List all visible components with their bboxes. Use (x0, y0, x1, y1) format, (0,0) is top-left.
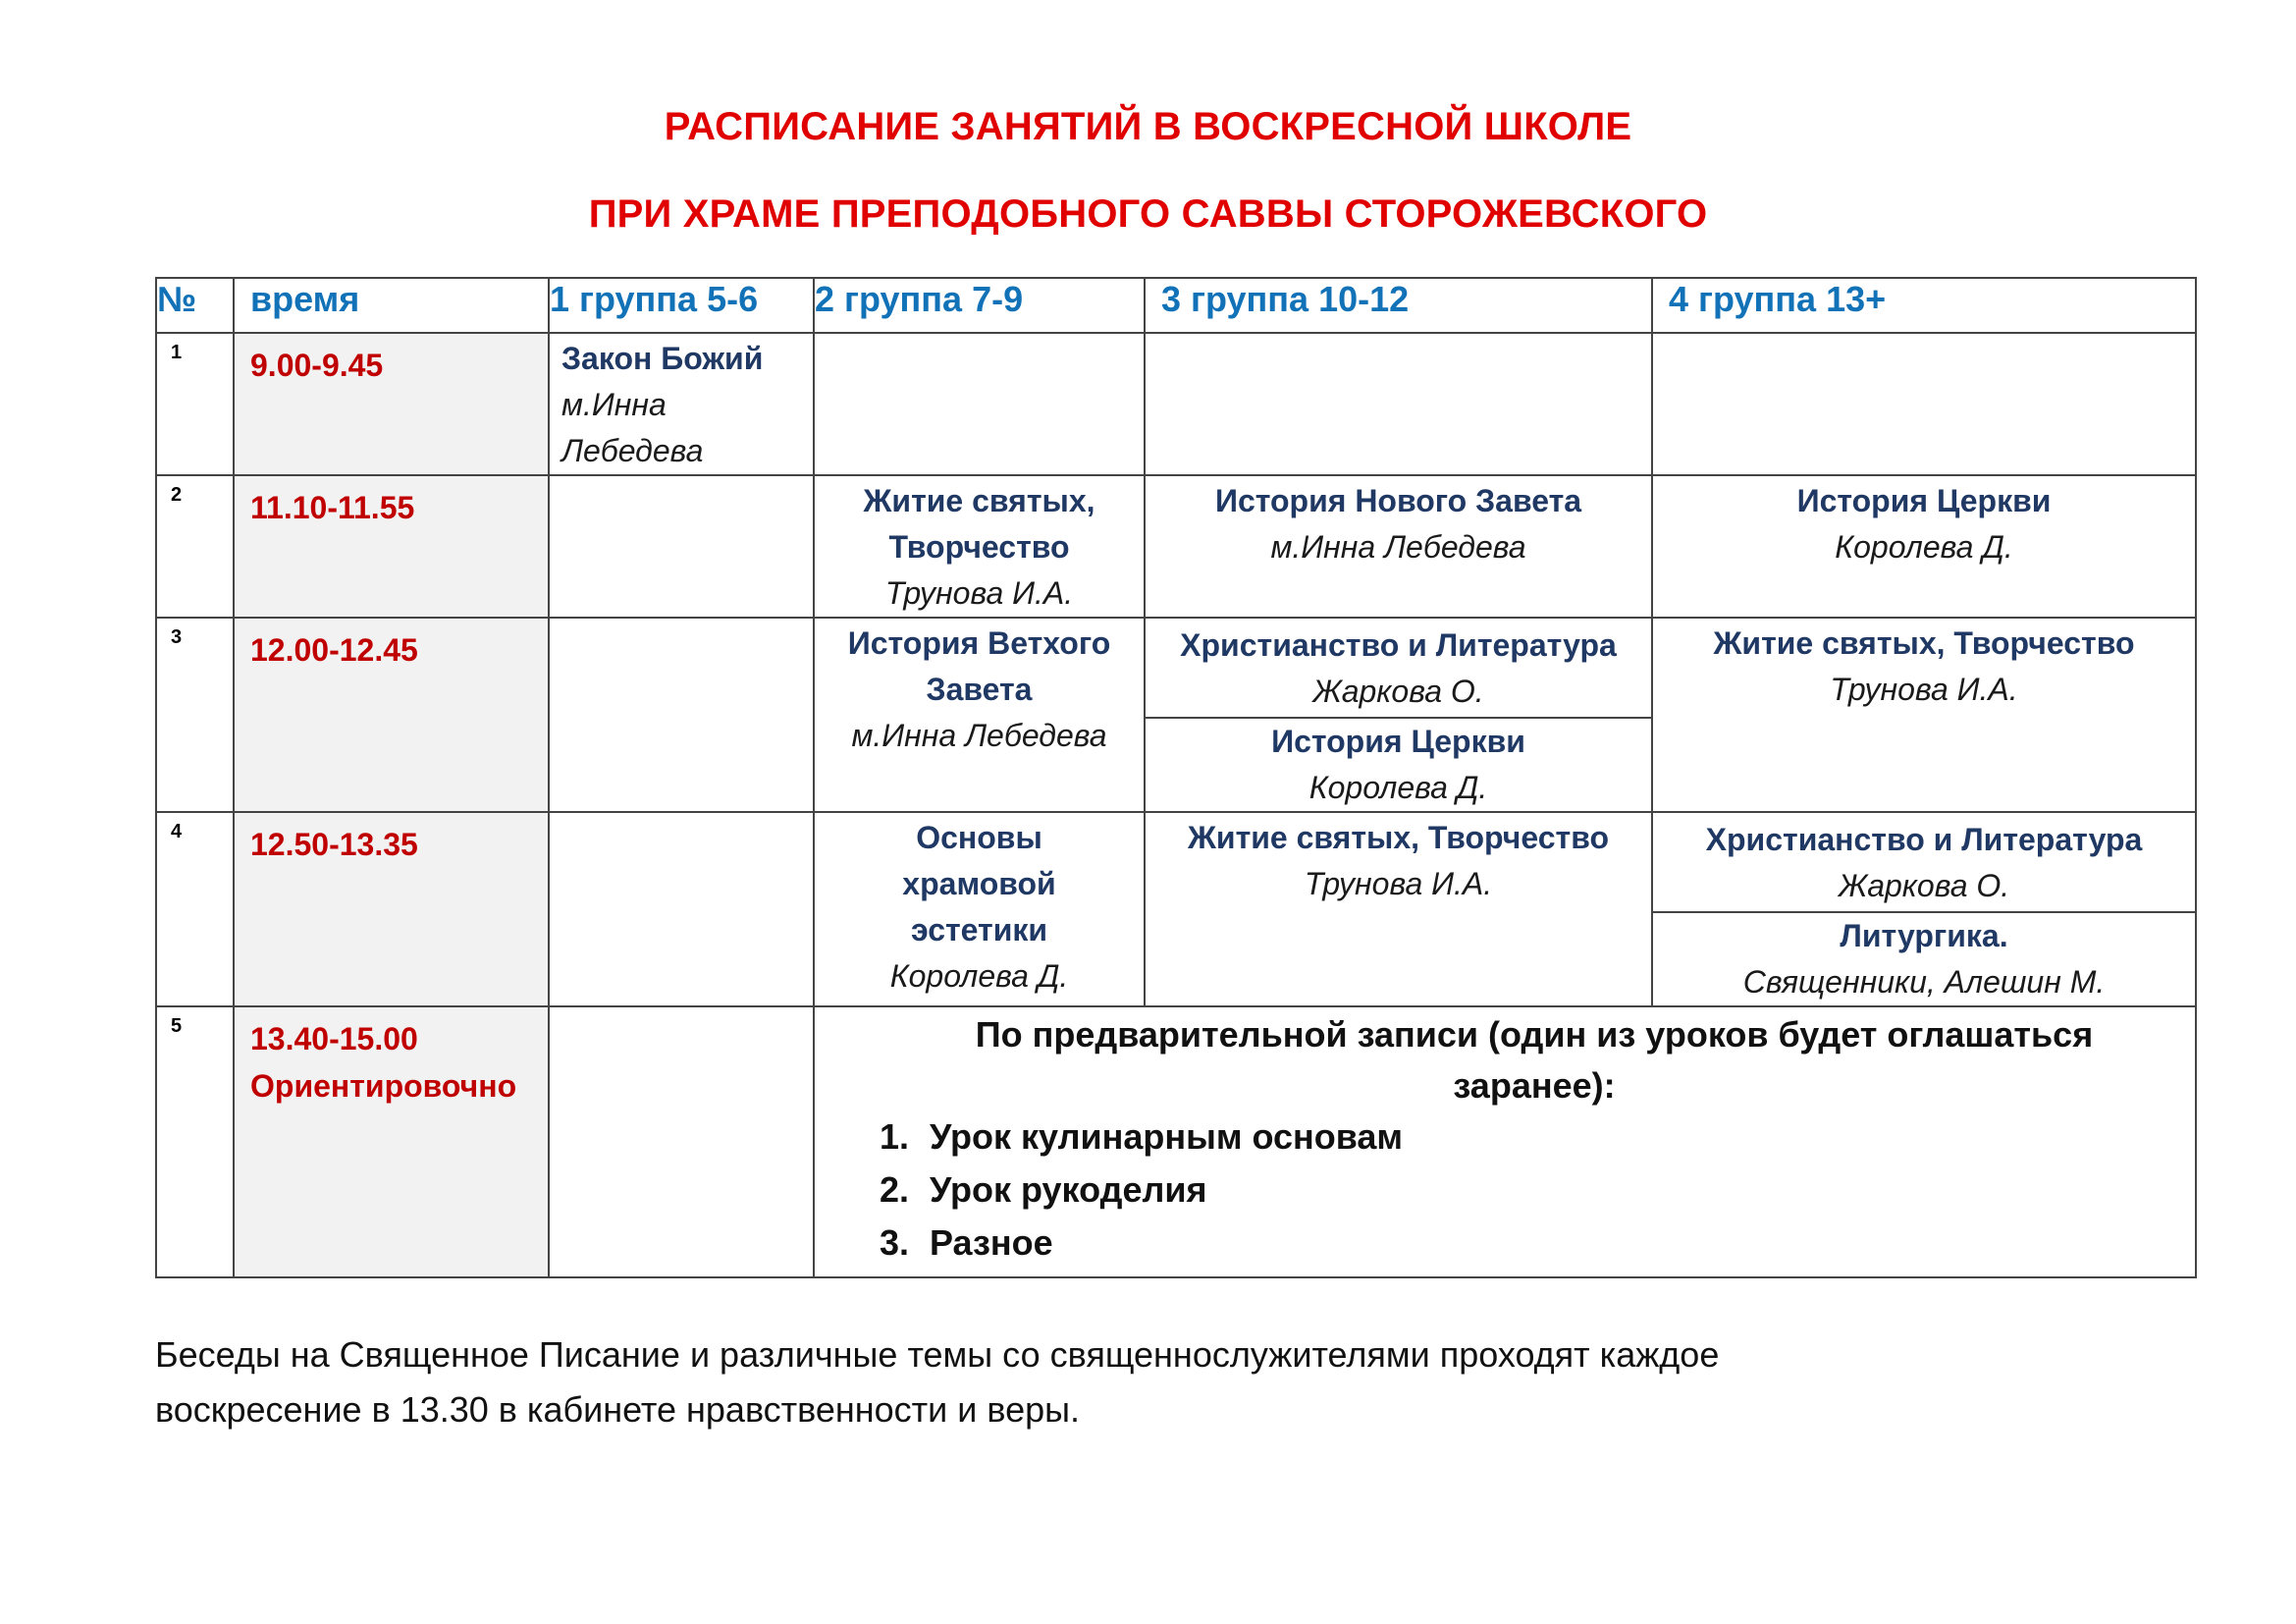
lesson-subject: Творчество (888, 529, 1070, 565)
empty-cell (549, 475, 814, 618)
lesson-teacher: Трунова И.А. (884, 575, 1074, 611)
table-row (156, 1006, 2196, 1277)
lesson-teacher: Королева Д. (889, 958, 1069, 994)
header-row (156, 278, 2196, 333)
list-item-number: 1. (880, 1116, 910, 1157)
lesson-subject: История Церкви (1271, 724, 1525, 759)
row-time-note: Ориентировочно (250, 1068, 517, 1104)
empty-cell (1145, 333, 1652, 475)
lesson-cell (814, 475, 1145, 618)
row-time: 12.00-12.45 (234, 618, 549, 812)
lesson-cell (814, 812, 1145, 1006)
row-time: 11.10-11.55 (234, 475, 549, 618)
lesson-cell (1652, 475, 2196, 618)
lesson-cell (1145, 475, 1652, 618)
lesson-cell (549, 333, 814, 475)
row-number: 4 (156, 812, 234, 1006)
lesson-subject: История Нового Завета (1214, 483, 1582, 518)
row-number: 1 (156, 333, 234, 475)
table-row (156, 475, 2196, 618)
lesson-slot (1146, 719, 1651, 811)
lesson-teacher: м.Инна Лебедева (851, 718, 1107, 753)
empty-cell (1652, 333, 2196, 475)
empty-cell (814, 333, 1145, 475)
footer-line: Беседы на Священное Писание и различные темы со священнослужителями проходят каждое (155, 1334, 1720, 1375)
footer-line: воскресение в 13.30 в кабинете нравственности и веры. (155, 1389, 1081, 1430)
list-item-number: 2. (880, 1169, 910, 1210)
lesson-teacher: Королева Д. (1308, 770, 1488, 805)
header-group-2: 2 группа 7-9 (814, 278, 1145, 333)
lesson-subject: храмовой (902, 866, 1056, 901)
lesson-teacher: Трунова И.А. (1304, 866, 1493, 901)
lesson-teacher: Королева Д. (1835, 529, 2013, 565)
lesson-cell-split (1145, 618, 1652, 812)
lesson-subject: Житие святых, (863, 483, 1095, 518)
lesson-subject: История Церкви (1796, 483, 2052, 518)
header-group-3: 3 группа 10-12 (1145, 278, 1652, 333)
list-item (815, 1111, 2195, 1164)
list-item (815, 1218, 2195, 1271)
row-number: 2 (156, 475, 234, 618)
note-heading (815, 1007, 2195, 1111)
list-item-text: Разное (930, 1222, 1053, 1263)
page-subtitle: ПРИ ХРАМЕ ПРЕПОДОБНОГО САВВЫ СТОРОЖЕВСКОГО (588, 192, 1708, 236)
lesson-slot (1146, 621, 1651, 719)
row-time: 9.00-9.45 (234, 333, 549, 475)
table-row (156, 333, 2196, 475)
lesson-cell-split (1652, 812, 2196, 1006)
lesson-subject: Основы (916, 820, 1042, 855)
lesson-subject: Житие святых, Творчество (1713, 625, 2135, 661)
row-number: 3 (156, 618, 234, 812)
row-number: 5 (156, 1006, 234, 1277)
lesson-subject: Житие святых, Творчество (1187, 820, 1609, 855)
lesson-subject: эстетики (910, 912, 1048, 947)
note-list (815, 1111, 2195, 1276)
note-heading-line: заранее): (1453, 1065, 1616, 1106)
lesson-subject: Литургика. (1840, 918, 2008, 953)
schedule-table (155, 277, 2197, 1278)
lesson-slot (1653, 815, 2195, 913)
list-item-number: 3. (880, 1222, 910, 1263)
header-group-4: 4 группа 13+ (1652, 278, 2196, 333)
lesson-teacher: м.Инна (561, 387, 667, 422)
note-cell (814, 1006, 2196, 1277)
row-time-range: 13.40-15.00 (250, 1021, 418, 1056)
lesson-cell (1145, 812, 1652, 1006)
lesson-teacher: Священники, Алешин М. (1742, 964, 2106, 1000)
empty-cell (549, 618, 814, 812)
lesson-cell (814, 618, 1145, 812)
empty-cell (549, 1006, 814, 1277)
lesson-teacher: м.Инна Лебедева (1270, 529, 1526, 565)
lesson-teacher: Жаркова О. (1838, 868, 2010, 903)
row-time (234, 1006, 549, 1277)
lesson-subject: Христианство и Литература (1180, 627, 1617, 663)
list-item (815, 1164, 2195, 1218)
lesson-cell (1652, 618, 2196, 812)
empty-cell (549, 812, 814, 1006)
table-row (156, 812, 2196, 1006)
note-heading-line: По предварительной записи (один из уроков будет оглашаться (975, 1014, 2094, 1055)
footer-note (155, 1327, 2118, 1437)
lesson-teacher: Трунова И.А. (1830, 672, 2018, 707)
page-title: РАСПИСАНИЕ ЗАНЯТИЙ В ВОСКРЕСНОЙ ШКОЛЕ (664, 105, 1632, 148)
list-item-text: Урок рукоделия (930, 1169, 1207, 1210)
header-group-1: 1 группа 5-6 (549, 278, 814, 333)
lesson-subject: История Ветхого (847, 625, 1111, 661)
header-time: время (234, 278, 549, 333)
row-time: 12.50-13.35 (234, 812, 549, 1006)
lesson-subject: Завета (926, 672, 1033, 707)
lesson-subject: Христианство и Литература (1705, 822, 2143, 857)
list-item-text: Урок кулинарным основам (930, 1116, 1404, 1157)
lesson-teacher: Жаркова О. (1312, 674, 1484, 709)
header-num: № (156, 278, 234, 333)
lesson-subject: Закон Божий (561, 341, 764, 376)
lesson-slot (1653, 913, 2195, 1005)
lesson-teacher: Лебедева (561, 433, 704, 468)
table-row (156, 618, 2196, 812)
